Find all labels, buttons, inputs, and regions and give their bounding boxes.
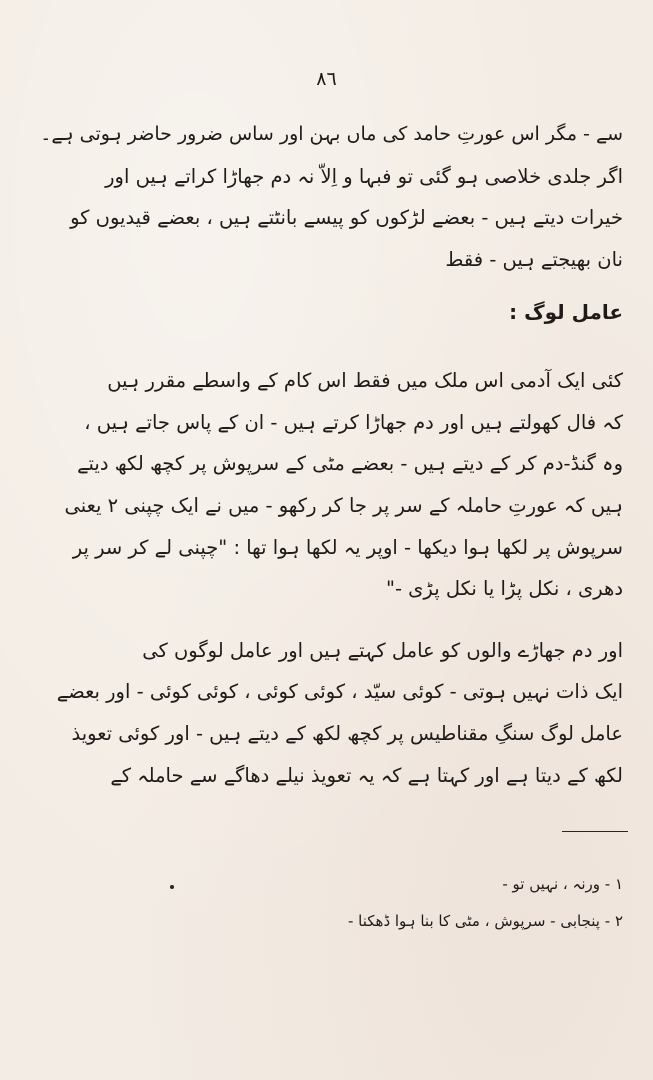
paragraph2-line-4: ہیں کہ عورتِ حاملہ کے سر پر جا کر رکھو - میں نے ایک چپنی ٢ یعنی (64, 494, 623, 517)
paragraph2-line-2: کہ فال کھولتے ہیں اور دم جھاڑا کرتے ہیں - ان کے پاس جاتے ہیں ، (84, 411, 623, 434)
paragraph3-line-4: لکھ کے دیتا ہے اور کہتا ہے کہ یہ تعویذ نیلے دھاگے سے حاملہ کے (110, 764, 623, 787)
footnote-2: ٢ - پنجابی - سرپوش ، مٹی کا بنا ہوا ڈھکنا - (347, 912, 623, 930)
paragraph3-line-1: اور دم جھاڑے والوں کو عامل کہتے ہیں اور عامل لوگوں کی (142, 639, 623, 662)
paragraph1-line-1: سے - مگر اس عورتِ حامد کی ماں بہن اور ساس ضرور حاضر ہوتی ہے۔ (40, 123, 623, 145)
paragraph1-line-4: نان بھیجتے ہیں - فقط (445, 248, 623, 271)
paragraph2-line-6: دھری ، نکل پڑا یا نکل پڑی -" (385, 577, 623, 600)
paragraph1-line-2: اگر جلدی خلاصی ہو گئی تو فبہا و اِلاّ نہ دم جھاڑا کراتے ہیں اور (105, 165, 623, 188)
paragraph3-line-2: ایک ذات نہیں ہوتی - کوئی سیّد ، کوئی کوئی ، کوئی کوئی - اور بعضے (56, 680, 623, 703)
footnote-1: ١ - ورنہ ، نہیں تو - (502, 875, 623, 893)
page-number: ٨٦ (316, 68, 337, 90)
paragraph3-line-3: عامل لوگ سنگِ مقناطیس پر کچھ لکھ کے دیتے ہیں - اور کوئی تعویذ (71, 722, 623, 745)
paragraph1-line-3: خیرات دیتے ہیں - بعضے لڑکوں کو پیسے بانٹتے ہیں ، بعضے قیدیوں کو (70, 206, 623, 229)
paragraph2-line-3: وہ گنڈ-دم کر کے دیتے ہیں - بعضے مٹی کے سرپوش پر کچھ لکھ دیتے (77, 452, 623, 475)
paragraph2-line-1: کئی ایک آدمی اس ملک میں فقط اس کام کے واسطے مقرر ہیں (107, 369, 623, 392)
ink-speck (170, 885, 174, 889)
paragraph2-line-5: سرپوش پر لکھا ہوا دیکھا - اوپر یہ لکھا ہوا تھا : "چپنی لے کر سر پر (72, 536, 623, 559)
section-heading: عامل لوگ : (509, 300, 623, 324)
footnote-divider (562, 831, 628, 832)
